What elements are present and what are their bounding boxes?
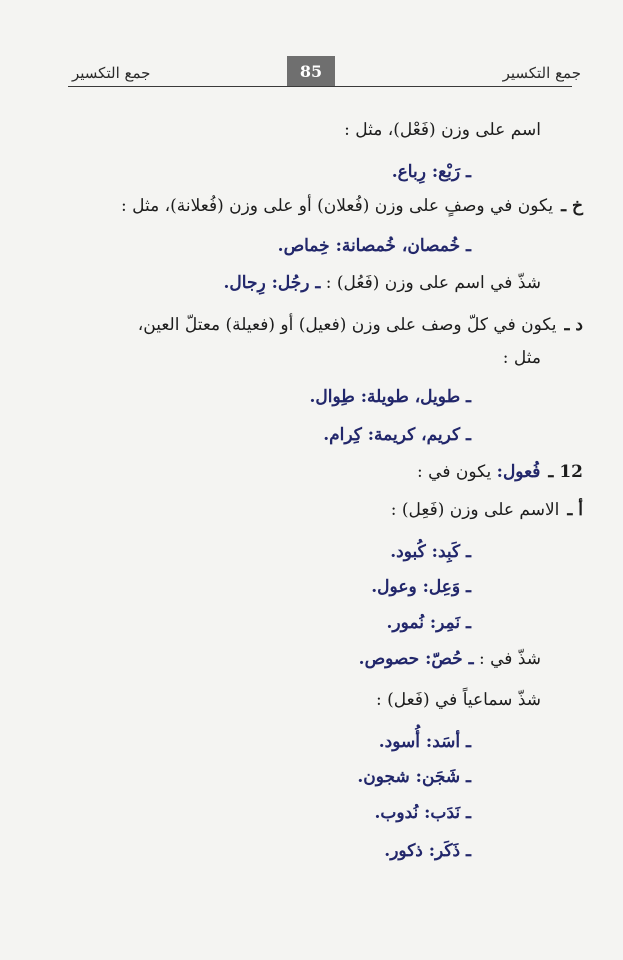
text-line [376, 688, 541, 714]
section-heading [417, 460, 583, 486]
example-line [384, 839, 471, 865]
text-line [224, 271, 541, 297]
body-text: اسم على وزن (فَعْل)، مثل : [344, 120, 541, 140]
body-text: شذّ في اسم على وزن (فَعُل) : [325, 273, 541, 293]
text-line [359, 647, 541, 673]
example-line [323, 423, 471, 449]
example-text: ـ نَمِر: نُمور. [386, 613, 471, 633]
section-title: فُعول: [496, 462, 541, 482]
example-text: ـ وَعِل: وعول. [371, 577, 471, 597]
list-marker: أ ـ [567, 500, 583, 520]
example-text: ـ أسَد: أُسود. [378, 732, 471, 752]
header-rule [68, 86, 572, 87]
body-text: يكون في وصفٍ على وزن (فُعلان) أو على وزن (فُعلانة)، مثل : [121, 196, 554, 216]
example-line [309, 385, 471, 411]
example-line [390, 540, 471, 566]
body-text: يكون في كلّ وصف على وزن (فعيل) أو (فعيلة) معتلّ العين، [137, 315, 557, 335]
example-text: ـ طويل، طويلة: طِوال. [309, 387, 471, 407]
body-text: يكون في : [417, 462, 492, 482]
example-text: ـ حُصّ: حصوص. [358, 649, 474, 669]
running-header-left: جمع التكسير [72, 64, 151, 82]
example-text: ـ رجُل: رِجال. [223, 273, 321, 293]
body-text: شذّ سماعياً في (فَعل) : [376, 690, 541, 710]
page-number: 85 [287, 56, 335, 86]
list-marker: د ـ [564, 315, 583, 335]
example-text: ـ كريم، كريمة: كِرام. [323, 425, 471, 445]
body-text: الاسم على وزن (فَعِل) : [390, 500, 560, 520]
list-item-kha [121, 194, 583, 220]
text-line [344, 118, 541, 144]
example-text: ـ شَجَن: شجون. [357, 767, 471, 787]
example-text: ـ نَدَب: نُدوب. [374, 803, 471, 823]
example-line [379, 730, 471, 756]
list-marker: خ ـ [561, 196, 583, 216]
example-text: ـ رَبْع: رِباع. [391, 162, 471, 182]
example-text: ـ كَبِد: كُبود. [390, 542, 471, 562]
example-text: ـ ذَكَر: ذكور. [384, 841, 471, 861]
example-line [374, 801, 471, 827]
running-header-right: جمع التكسير [502, 64, 581, 82]
list-item-alif [391, 498, 583, 524]
list-item-dal [138, 313, 583, 339]
example-line [357, 765, 471, 791]
example-line [278, 234, 471, 260]
example-line [392, 160, 471, 186]
section-number: 12 ـ [548, 462, 583, 482]
example-text: ـ خُمصان، خُمصانة: خِماص. [277, 236, 471, 256]
text-line [503, 346, 541, 372]
example-line [371, 575, 471, 601]
body-text: مثل : [502, 348, 541, 368]
example-line [386, 611, 471, 637]
body-text: شذّ في : [479, 649, 541, 669]
